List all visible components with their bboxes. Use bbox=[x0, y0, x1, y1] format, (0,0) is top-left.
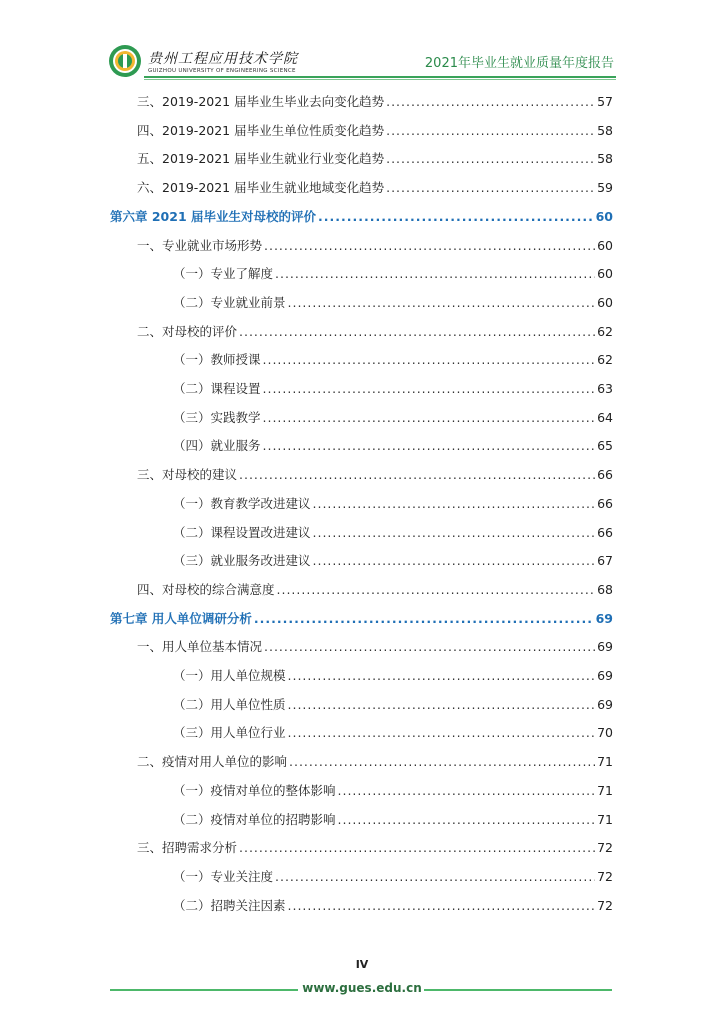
toc-entry-label: （三）实践教学 bbox=[173, 410, 261, 425]
toc-entry-label: （二）课程设置改进建议 bbox=[173, 525, 311, 540]
toc-leader-dots bbox=[277, 582, 596, 598]
toc-entry-label: （一）专业了解度 bbox=[173, 266, 274, 281]
toc-leader-dots bbox=[288, 898, 596, 914]
toc-entry-page: 58 bbox=[597, 151, 613, 166]
toc-entry-page: 62 bbox=[597, 324, 613, 339]
toc-leader-dots bbox=[239, 840, 595, 856]
toc-subsection-entry[interactable] bbox=[173, 898, 613, 914]
school-name-en: GUIZHOU UNIVERSITY OF ENGINEERING SCIENCE bbox=[148, 68, 296, 74]
toc-entry-page: 72 bbox=[597, 898, 613, 913]
toc-leader-dots bbox=[288, 668, 596, 684]
toc-entry-page: 71 bbox=[597, 783, 613, 798]
toc-entry-page: 58 bbox=[597, 123, 613, 138]
toc-entry-label: （一）疫情对单位的整体影响 bbox=[173, 783, 336, 798]
toc-entry-page: 57 bbox=[597, 94, 613, 109]
toc-entry-label: （二）专业就业前景 bbox=[173, 295, 286, 310]
toc-entry-label: 五、2019-2021 届毕业生就业行业变化趋势 bbox=[137, 151, 385, 166]
toc-entry-page: 63 bbox=[597, 381, 613, 396]
toc-entry-label: （一）教育教学改进建议 bbox=[173, 496, 311, 511]
toc-subsection-entry[interactable] bbox=[173, 438, 613, 454]
toc-entry-page: 65 bbox=[597, 438, 613, 453]
footer-website: www.gues.edu.cn bbox=[302, 981, 422, 995]
toc-entry-label: 第六章 2021 届毕业生对母校的评价 bbox=[110, 209, 316, 224]
toc-entry-label: （三）就业服务改进建议 bbox=[173, 553, 311, 568]
toc-leader-dots bbox=[318, 209, 594, 225]
toc-leader-dots bbox=[386, 94, 595, 110]
toc-leader-dots bbox=[239, 324, 595, 340]
toc-entry-page: 69 bbox=[597, 668, 613, 683]
toc-leader-dots bbox=[263, 438, 596, 454]
toc-entry-page: 69 bbox=[597, 639, 613, 654]
toc-entry-page: 66 bbox=[597, 496, 613, 511]
toc-leader-dots bbox=[264, 639, 595, 655]
toc-entry-label: （四）就业服务 bbox=[173, 438, 261, 453]
toc-section-entry[interactable] bbox=[137, 840, 613, 856]
toc-leader-dots bbox=[275, 869, 595, 885]
toc-entry-page: 60 bbox=[595, 209, 613, 224]
toc-leader-dots bbox=[289, 754, 595, 770]
toc-section-entry[interactable] bbox=[137, 754, 613, 770]
toc-entry-page: 72 bbox=[597, 840, 613, 855]
toc-subsection-entry[interactable] bbox=[173, 869, 613, 885]
toc-section-entry[interactable] bbox=[137, 238, 613, 254]
toc-leader-dots bbox=[264, 238, 595, 254]
footer-divider-right bbox=[424, 989, 612, 991]
toc-section-entry[interactable] bbox=[137, 180, 613, 196]
toc-subsection-entry[interactable] bbox=[173, 725, 613, 741]
toc-subsection-entry[interactable] bbox=[173, 553, 613, 569]
toc-entry-label: （一）用人单位规模 bbox=[173, 668, 286, 683]
toc-section-entry[interactable] bbox=[137, 467, 613, 483]
toc-leader-dots bbox=[263, 410, 596, 426]
page-header bbox=[108, 40, 616, 82]
toc-leader-dots bbox=[313, 553, 596, 569]
toc-section-entry[interactable] bbox=[137, 123, 613, 139]
toc-subsection-entry[interactable] bbox=[173, 496, 613, 512]
toc-entry-page: 67 bbox=[597, 553, 613, 568]
toc-entry-page: 60 bbox=[597, 295, 613, 310]
toc-entry-label: 四、对母校的综合满意度 bbox=[137, 582, 275, 597]
toc-chapter-entry[interactable] bbox=[110, 209, 613, 225]
toc-entry-label: （一）教师授课 bbox=[173, 352, 261, 367]
toc-leader-dots bbox=[386, 123, 595, 139]
footer-divider-left bbox=[110, 989, 298, 991]
toc-entry-label: （二）疫情对单位的招聘影响 bbox=[173, 812, 336, 827]
toc-leader-dots bbox=[288, 725, 596, 741]
toc-subsection-entry[interactable] bbox=[173, 812, 613, 828]
toc-subsection-entry[interactable] bbox=[173, 266, 613, 282]
toc-entry-label: 第七章 用人单位调研分析 bbox=[110, 611, 252, 626]
school-name: 贵州工程应用技术学院 bbox=[148, 51, 298, 67]
toc-leader-dots bbox=[386, 180, 595, 196]
toc-leader-dots bbox=[263, 381, 596, 397]
toc-entry-label: （二）招聘关注因素 bbox=[173, 898, 286, 913]
toc-entry-label: 一、专业就业市场形势 bbox=[137, 238, 263, 253]
toc-subsection-entry[interactable] bbox=[173, 352, 613, 368]
toc-entry-label: 四、2019-2021 届毕业生单位性质变化趋势 bbox=[137, 123, 385, 138]
toc-leader-dots bbox=[254, 611, 594, 627]
header-divider-thin bbox=[144, 79, 616, 80]
toc-entry-label: 六、2019-2021 届毕业生就业地域变化趋势 bbox=[137, 180, 385, 195]
toc-entry-page: 60 bbox=[597, 266, 613, 281]
toc-entry-label: 一、用人单位基本情况 bbox=[137, 639, 263, 654]
toc-subsection-entry[interactable] bbox=[173, 697, 613, 713]
toc-section-entry[interactable] bbox=[137, 324, 613, 340]
toc-entry-page: 64 bbox=[597, 410, 613, 425]
report-title: 2021年毕业生就业质量年度报告 bbox=[424, 56, 614, 71]
toc-leader-dots bbox=[313, 525, 596, 541]
toc-entry-label: 三、对母校的建议 bbox=[137, 467, 238, 482]
toc-subsection-entry[interactable] bbox=[173, 295, 613, 311]
toc-subsection-entry[interactable] bbox=[173, 525, 613, 541]
toc-entry-label: 三、招聘需求分析 bbox=[137, 840, 238, 855]
toc-subsection-entry[interactable] bbox=[173, 410, 613, 426]
toc-entry-label: 三、2019-2021 届毕业生毕业去向变化趋势 bbox=[137, 94, 385, 109]
toc-entry-page: 62 bbox=[597, 352, 613, 367]
toc-entry-page: 71 bbox=[597, 812, 613, 827]
toc-entry-page: 66 bbox=[597, 467, 613, 482]
toc-entry-label: （二）课程设置 bbox=[173, 381, 261, 396]
toc-leader-dots bbox=[239, 467, 595, 483]
toc-entry-label: 二、疫情对用人单位的影响 bbox=[137, 754, 288, 769]
toc-section-entry[interactable] bbox=[137, 151, 613, 167]
toc-leader-dots bbox=[338, 783, 596, 799]
school-logo-icon bbox=[108, 44, 142, 78]
toc-leader-dots bbox=[386, 151, 595, 167]
toc-leader-dots bbox=[313, 496, 596, 512]
toc-entry-page: 69 bbox=[595, 611, 613, 626]
toc-entry-page: 69 bbox=[597, 697, 613, 712]
toc-section-entry[interactable] bbox=[137, 639, 613, 655]
toc-leader-dots bbox=[288, 295, 596, 311]
toc-entry-page: 60 bbox=[597, 238, 613, 253]
toc-subsection-entry[interactable] bbox=[173, 668, 613, 684]
toc-entry-page: 72 bbox=[597, 869, 613, 884]
toc-entry-page: 66 bbox=[597, 525, 613, 540]
toc-entry-page: 68 bbox=[597, 582, 613, 597]
toc-subsection-entry[interactable] bbox=[173, 381, 613, 397]
toc-chapter-entry[interactable] bbox=[110, 611, 613, 627]
toc-entry-label: （一）专业关注度 bbox=[173, 869, 274, 884]
toc-leader-dots bbox=[275, 266, 595, 282]
page-number: IV bbox=[355, 958, 369, 971]
toc-entry-label: （二）用人单位性质 bbox=[173, 697, 286, 712]
toc-section-entry[interactable] bbox=[137, 582, 613, 598]
toc-subsection-entry[interactable] bbox=[173, 783, 613, 799]
toc-leader-dots bbox=[338, 812, 596, 828]
toc-entry-page: 70 bbox=[597, 725, 613, 740]
toc-entry-label: （三）用人单位行业 bbox=[173, 725, 286, 740]
toc-entry-page: 59 bbox=[597, 180, 613, 195]
header-divider bbox=[144, 76, 616, 78]
toc-entry-page: 71 bbox=[597, 754, 613, 769]
toc-leader-dots bbox=[263, 352, 596, 368]
toc-section-entry[interactable] bbox=[137, 94, 613, 110]
toc-leader-dots bbox=[288, 697, 596, 713]
toc-entry-label: 二、对母校的评价 bbox=[137, 324, 238, 339]
